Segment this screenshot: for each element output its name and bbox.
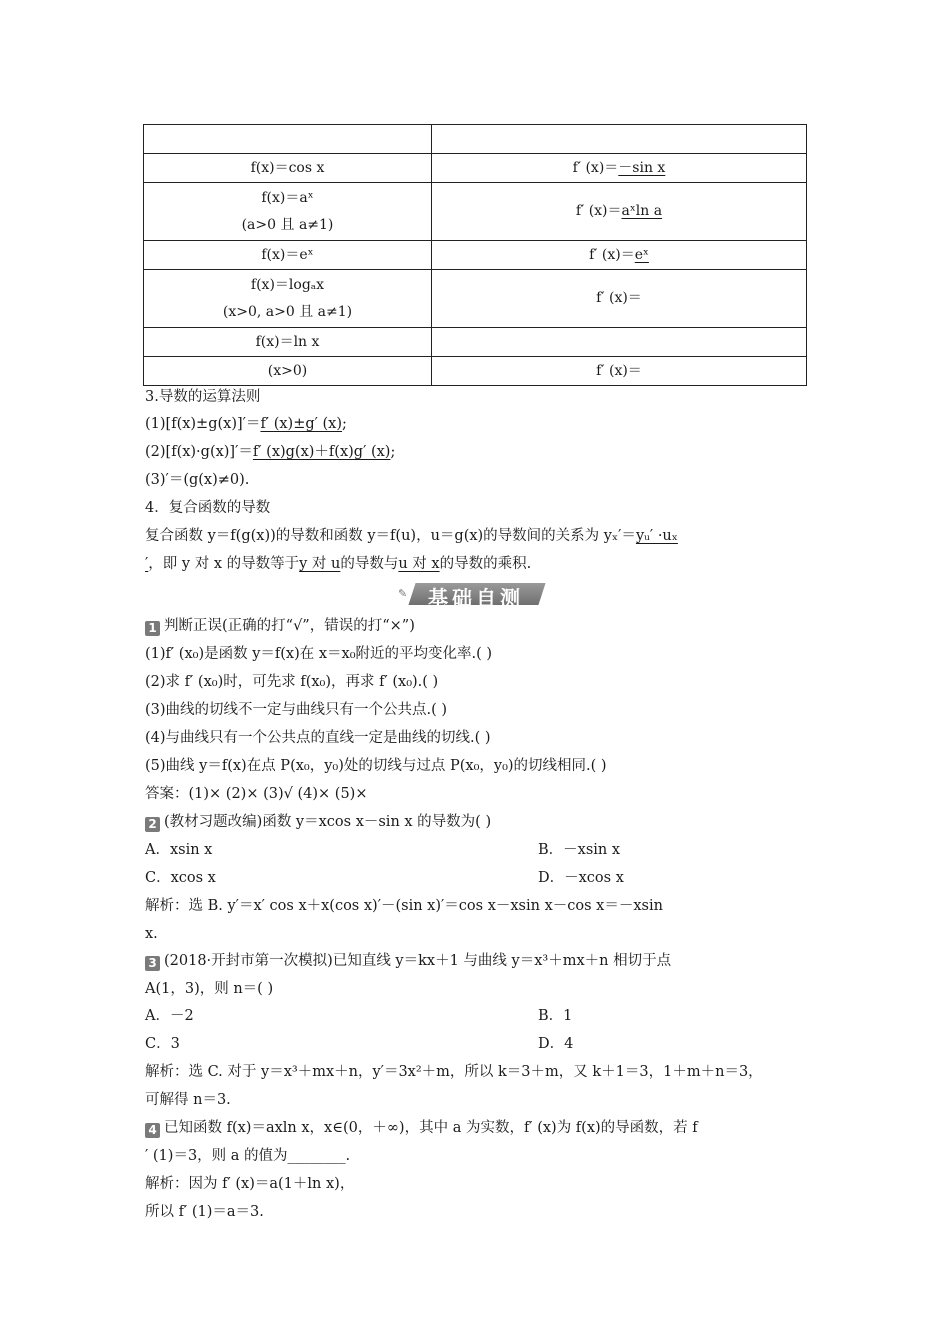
condition: (x>0, a>0 且 a≠1) [222,303,353,320]
question-number-icon: 3 [145,956,160,971]
paragraph-line: ′，即 y 对 x 的导数等于y 对 u的导数与u 对 x的导数的乘积. [145,556,532,572]
table-row [144,125,807,154]
option-a: A．－2 [145,1008,194,1024]
option-a: A．xsin x [145,842,213,858]
solution-line: 可解得 n＝3. [145,1092,231,1108]
answer-blank: f′ (x)±g′ (x) [260,416,343,432]
rule-product: (2)[f(x)·g(x)]′＝f′ (x)g(x)＋f(x)g′ (x); [145,444,396,460]
table-cell [432,183,807,241]
derivative-table [143,124,807,386]
option-d: D．4 [538,1036,574,1052]
question-item: (2)求 f′ (x₀)时，可先求 f(x₀)，再求 f′ (x₀).( ) [145,674,439,690]
formula-label: f′ (x)＝ [575,203,622,219]
option-b: B．1 [538,1008,573,1024]
question-stem: ′ (1)＝3，则 a 的值为________. [145,1148,351,1164]
answer-blank: aˣln a [621,203,663,219]
table-row [144,183,807,241]
answer-blank: eˣ [634,246,649,263]
option-b: B．－xsin x [538,842,621,858]
table-cell [144,270,432,328]
answer-blank: ′ [145,556,149,572]
table-row [144,328,807,357]
question-stem: A(1，3)，则 n＝( ) [145,981,274,997]
answer-blank: －sin x [618,159,666,176]
question-stem: 4 已知函数 f(x)＝axln x，x∈(0，＋∞)，其中 a 为实数，f′ (x)为 f(x)的导函数，若 f [145,1118,698,1138]
table-cell: (x>0) [144,357,432,386]
table-row [144,270,807,328]
question-item: (1)f′ (x₀)是函数 y＝f(x)在 x＝x₀附近的平均变化率.( ) [145,646,493,662]
question-item: (5)曲线 y＝f(x)在点 P(x₀，y₀)处的切线与过点 P(x₀，y₀)的切线相同.( ) [145,758,607,774]
table-cell [432,125,807,154]
solution-line: 所以 f′ (1)＝a＝3. [145,1204,264,1220]
paragraph-line: 复合函数 y＝f(g(x))的导数和函数 y＝f(u)，u＝g(x)的导数间的关系为 yₓ′＝yᵤ′ ·uₓ [145,528,678,544]
formula-label: f′ (x)＝ [596,290,642,306]
table-row [144,241,807,270]
section-heading: 3.导数的运算法则 [145,389,261,405]
table-row [144,154,807,183]
table-cell [432,357,807,386]
question-item: (4)与曲线只有一个公共点的直线一定是曲线的切线.( ) [145,730,491,746]
formula-label: f′ (x)＝ [596,362,642,379]
table-cell: f(x)＝ln x [144,328,432,357]
table-cell [144,183,432,241]
formula: f(x)＝logₐx [250,276,325,293]
table-row [144,357,807,386]
answer-blank: f′ (x)g(x)＋f(x)g′ (x) [252,444,391,460]
answer-line: 答案：(1)× (2)× (3)√ (4)× (5)× [145,786,368,802]
formula: f(x)＝aˣ [261,189,314,206]
question-stem: 1 判断正误(正确的打“√”，错误的打“×”) [145,616,415,636]
answer-blank: yᵤ′ ·uₓ [635,528,678,544]
table-cell: f(x)＝cos x [144,154,432,183]
table-cell: f(x)＝eˣ [144,241,432,270]
question-number-icon: 1 [145,621,160,636]
table-cell [432,328,807,357]
table-cell [432,154,807,183]
solution-line: 解析：选 B. y′＝x′ cos x＋x(cos x)′－(sin x)′＝cos x－xsin x－cos x＝－xsin [145,898,663,914]
table-cell [144,125,432,154]
formula-label: f′ (x)＝ [572,159,619,176]
solution-line: 解析：选 C. 对于 y＝x³＋mx＋n，y′＝3x²＋m，所以 k＝3＋m，又 k＋1＝3，1＋m＋n＝3， [145,1064,763,1080]
option-c: C．3 [145,1036,180,1052]
option-c: C．xcos x [145,870,216,886]
rule-quotient: (3)′＝(g(x)≠0). [145,472,250,488]
solution-line: 解析：因为 f′ (x)＝a(1＋ln x)， [145,1176,355,1192]
formula-label: f′ (x)＝ [589,246,635,263]
question-number-icon: 4 [145,1123,160,1138]
banner-title: 基础自测 [428,586,524,610]
rule-sum: (1)[f(x)±g(x)]′＝f′ (x)±g′ (x); [145,416,347,432]
option-d: D．－xcos x [538,870,624,886]
table-cell [432,270,807,328]
section-banner [398,581,548,610]
solution-line: x. [145,926,158,942]
pencil-icon: ✎ [398,587,408,600]
question-item: (3)曲线的切线不一定与曲线只有一个公共点.( ) [145,702,448,718]
question-stem: 2 (教材习题改编)函数 y＝xcos x－sin x 的导数为( ) [145,812,491,832]
condition: (a>0 且 a≠1) [241,216,334,233]
answer-blank: u 对 x [398,556,440,572]
answer-blank: y 对 u [299,556,341,572]
question-number-icon: 2 [145,817,160,832]
table-cell [432,241,807,270]
question-stem: 3 (2018·开封市第一次模拟)已知直线 y＝kx＋1 与曲线 y＝x³＋mx＋n 相切于点 [145,951,671,971]
section-heading: 4．复合函数的导数 [145,500,271,516]
